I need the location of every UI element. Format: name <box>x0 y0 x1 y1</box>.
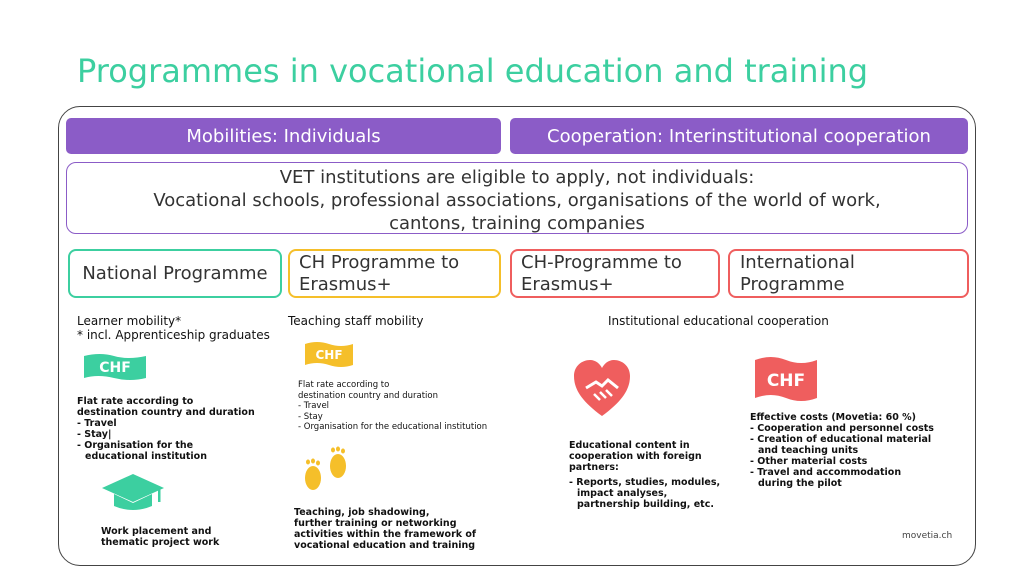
chf-banknote-icon <box>751 352 821 408</box>
desc-line: - Organisation for the educational institution <box>298 422 488 432</box>
learner-flat-rate-text <box>77 396 255 462</box>
desc-line: - Organisation for the <box>77 440 194 451</box>
desc-line: partnership building, etc. <box>577 499 714 510</box>
desc-line: destination country and duration <box>298 390 438 401</box>
chf-label: CHF <box>766 371 806 391</box>
chf-banknote-icon <box>80 350 150 386</box>
desc-line: - Cooperation and personnel costs <box>750 423 934 434</box>
desc-line: activities within the framework of <box>294 529 477 540</box>
eligibility-line-2: Vocational schools, professional associations, organisations of the world of work, <box>153 190 881 211</box>
desc-line: Flat rate according to <box>77 396 194 407</box>
ch-erasmus-programme-box <box>288 249 501 298</box>
work-placement-text <box>101 526 219 548</box>
desc-line: - Travel and accommodation <box>750 467 902 478</box>
teaching-staff-heading: Teaching staff mobility <box>288 314 424 328</box>
desc-line: - Travel <box>298 401 330 411</box>
chf-label: CHF <box>315 348 343 362</box>
programme-label-line: Erasmus+ <box>521 274 614 295</box>
desc-line: - Stay <box>298 411 323 422</box>
desc-line: - Reports, studies, modules, <box>569 477 721 488</box>
desc-line: Flat rate according to <box>298 380 390 390</box>
chf-banknote-icon <box>302 338 356 372</box>
graduation-cap-icon <box>100 472 166 514</box>
desc-line: cooperation with foreign <box>569 451 702 462</box>
desc-line: educational institution <box>85 451 207 462</box>
mobilities-header: Mobilities: Individuals <box>66 118 501 154</box>
desc-line: further training or networking <box>294 518 457 529</box>
teaching-activities-text <box>294 507 476 551</box>
programme-label-line: Erasmus+ <box>299 274 392 295</box>
desc-line: Teaching, job shadowing, <box>294 507 430 518</box>
eligibility-box <box>66 162 968 234</box>
desc-line: partners: <box>569 462 619 473</box>
desc-line: Educational content in <box>569 440 690 451</box>
desc-line: and teaching units <box>758 445 859 456</box>
desc-line: Work placement and <box>101 526 212 537</box>
learner-heading-text: Learner mobility* <box>77 314 182 328</box>
eligibility-line-3: cantons, training companies <box>389 213 645 234</box>
educational-content-text <box>569 440 720 510</box>
desc-line: - Travel <box>77 418 117 429</box>
national-programme-box <box>68 249 282 298</box>
handshake-heart-icon <box>572 358 632 420</box>
desc-line: - Stay| <box>77 429 112 440</box>
learner-note-text: * incl. Apprenticeship graduates <box>77 328 270 342</box>
programme-label-line: CH Programme to <box>299 252 460 273</box>
desc-line: vocational education and training <box>294 540 476 551</box>
programme-label-line: Programme <box>740 274 845 295</box>
learner-mobility-heading <box>77 314 270 342</box>
programme-label-line: International <box>740 252 855 273</box>
desc-line: thematic project work <box>101 537 220 548</box>
page-title: Programmes in vocational education and training <box>77 52 869 90</box>
national-programme-label: National Programme <box>82 262 268 284</box>
chf-label: CHF <box>99 360 131 376</box>
desc-line: impact analyses, <box>577 488 668 499</box>
desc-line: destination country and duration <box>77 407 255 418</box>
desc-line: - Creation of educational material <box>750 434 932 445</box>
desc-line: - Other material costs <box>750 456 868 467</box>
teaching-flat-rate-text <box>298 380 487 433</box>
ch-erasmus-programme-box-2 <box>510 249 720 298</box>
international-programme-box <box>728 249 969 298</box>
footer-url: movetia.ch <box>902 531 953 541</box>
desc-line: during the pilot <box>758 478 842 489</box>
programme-label-line: CH-Programme to <box>521 252 682 273</box>
desc-line: Effective costs (Movetia: 60 %) <box>750 412 916 423</box>
footprints-icon <box>298 440 356 498</box>
eligibility-line-1: VET institutions are eligible to apply, not individuals: <box>279 167 755 188</box>
effective-costs-text <box>750 412 934 489</box>
cooperation-header: Cooperation: Interinstitutional cooperation <box>510 118 968 154</box>
institutional-cooperation-heading: Institutional educational cooperation <box>608 314 829 328</box>
